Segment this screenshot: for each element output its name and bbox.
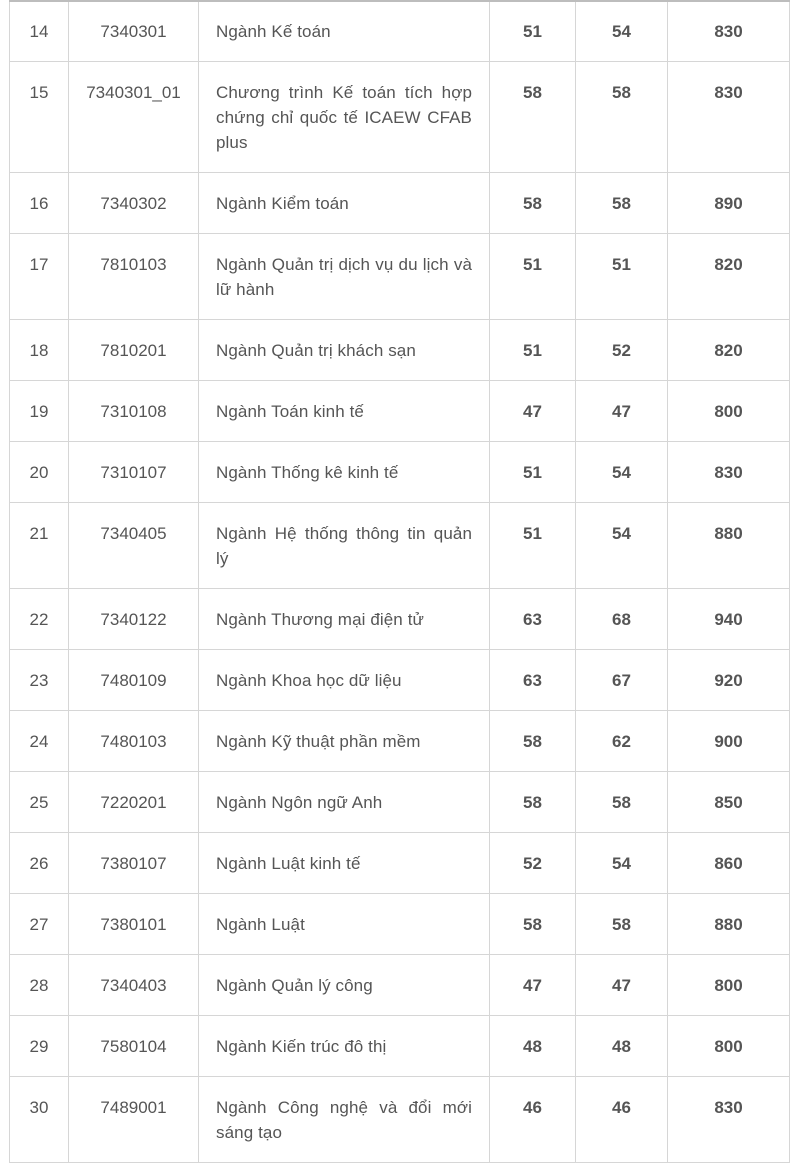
row-number-cell: 29 — [10, 1016, 69, 1077]
table-row — [10, 234, 790, 320]
major-name-cell: Ngành Luật kinh tế — [199, 833, 490, 894]
score-2-cell: 58 — [576, 772, 668, 833]
table-row — [10, 894, 790, 955]
score-1-cell: 58 — [490, 711, 576, 772]
table-row — [10, 1016, 790, 1077]
score-3-cell: 820 — [668, 234, 790, 320]
major-code-cell: 7340301 — [69, 1, 199, 62]
table-row — [10, 772, 790, 833]
major-code-cell: 7489001 — [69, 1077, 199, 1163]
table-row — [10, 650, 790, 711]
major-name-cell: Ngành Toán kinh tế — [199, 381, 490, 442]
row-number-cell: 23 — [10, 650, 69, 711]
table-row — [10, 320, 790, 381]
table-row — [10, 442, 790, 503]
major-name-cell: Ngành Hệ thống thông tin quản lý — [199, 503, 490, 589]
score-2-cell: 47 — [576, 381, 668, 442]
score-2-cell: 54 — [576, 503, 668, 589]
score-1-cell: 47 — [490, 381, 576, 442]
major-name-cell: Ngành Thống kê kinh tế — [199, 442, 490, 503]
major-code-cell: 7480103 — [69, 711, 199, 772]
score-2-cell: 68 — [576, 589, 668, 650]
score-2-cell: 52 — [576, 320, 668, 381]
major-name-cell: Ngành Ngôn ngữ Anh — [199, 772, 490, 833]
score-2-cell: 51 — [576, 234, 668, 320]
score-1-cell: 58 — [490, 894, 576, 955]
score-3-cell: 800 — [668, 955, 790, 1016]
score-3-cell: 800 — [668, 1016, 790, 1077]
major-name-cell: Ngành Luật — [199, 894, 490, 955]
table-row — [10, 955, 790, 1016]
score-1-cell: 58 — [490, 772, 576, 833]
score-1-cell: 58 — [490, 173, 576, 234]
row-number-cell: 21 — [10, 503, 69, 589]
major-name-cell: Ngành Kiểm toán — [199, 173, 490, 234]
admission-score-table — [9, 0, 790, 1163]
row-number-cell: 25 — [10, 772, 69, 833]
row-number-cell: 20 — [10, 442, 69, 503]
major-name-cell: Ngành Thương mại điện tử — [199, 589, 490, 650]
score-1-cell: 51 — [490, 442, 576, 503]
score-1-cell: 47 — [490, 955, 576, 1016]
score-3-cell: 920 — [668, 650, 790, 711]
score-3-cell: 880 — [668, 894, 790, 955]
score-1-cell: 51 — [490, 503, 576, 589]
major-code-cell: 7580104 — [69, 1016, 199, 1077]
score-1-cell: 51 — [490, 1, 576, 62]
row-number-cell: 18 — [10, 320, 69, 381]
major-name-cell: Ngành Kiến trúc đô thị — [199, 1016, 490, 1077]
score-3-cell: 890 — [668, 173, 790, 234]
score-2-cell: 58 — [576, 62, 668, 173]
score-3-cell: 830 — [668, 442, 790, 503]
score-3-cell: 830 — [668, 62, 790, 173]
major-code-cell: 7480109 — [69, 650, 199, 711]
major-code-cell: 7220201 — [69, 772, 199, 833]
admission-score-table-container — [9, 0, 789, 1163]
score-3-cell: 800 — [668, 381, 790, 442]
score-1-cell: 46 — [490, 1077, 576, 1163]
major-code-cell: 7810201 — [69, 320, 199, 381]
row-number-cell: 26 — [10, 833, 69, 894]
score-2-cell: 54 — [576, 1, 668, 62]
score-3-cell: 940 — [668, 589, 790, 650]
score-2-cell: 54 — [576, 442, 668, 503]
score-3-cell: 860 — [668, 833, 790, 894]
major-name-cell: Ngành Quản trị khách sạn — [199, 320, 490, 381]
score-1-cell: 51 — [490, 320, 576, 381]
table-row — [10, 62, 790, 173]
row-number-cell: 27 — [10, 894, 69, 955]
score-3-cell: 880 — [668, 503, 790, 589]
major-name-cell: Ngành Quản lý công — [199, 955, 490, 1016]
score-3-cell: 900 — [668, 711, 790, 772]
row-number-cell: 19 — [10, 381, 69, 442]
table-body — [10, 1, 790, 1163]
row-number-cell: 15 — [10, 62, 69, 173]
row-number-cell: 22 — [10, 589, 69, 650]
major-code-cell: 7340405 — [69, 503, 199, 589]
score-2-cell: 46 — [576, 1077, 668, 1163]
major-name-cell: Ngành Kỹ thuật phần mềm — [199, 711, 490, 772]
major-name-cell: Chương trình Kế toán tích hợp chứng chỉ quốc tế ICAEW CFAB plus — [199, 62, 490, 173]
major-name-cell: Ngành Khoa học dữ liệu — [199, 650, 490, 711]
row-number-cell: 17 — [10, 234, 69, 320]
score-3-cell: 830 — [668, 1, 790, 62]
major-code-cell: 7340403 — [69, 955, 199, 1016]
score-1-cell: 63 — [490, 650, 576, 711]
score-2-cell: 58 — [576, 894, 668, 955]
major-code-cell: 7340122 — [69, 589, 199, 650]
table-row — [10, 1077, 790, 1163]
row-number-cell: 28 — [10, 955, 69, 1016]
score-1-cell: 58 — [490, 62, 576, 173]
score-3-cell: 820 — [668, 320, 790, 381]
score-2-cell: 58 — [576, 173, 668, 234]
score-1-cell: 63 — [490, 589, 576, 650]
table-row — [10, 381, 790, 442]
table-row — [10, 173, 790, 234]
table-row — [10, 711, 790, 772]
major-code-cell: 7340302 — [69, 173, 199, 234]
score-2-cell: 67 — [576, 650, 668, 711]
major-code-cell: 7810103 — [69, 234, 199, 320]
major-code-cell: 7380101 — [69, 894, 199, 955]
score-1-cell: 48 — [490, 1016, 576, 1077]
score-2-cell: 62 — [576, 711, 668, 772]
table-row — [10, 503, 790, 589]
score-2-cell: 54 — [576, 833, 668, 894]
major-name-cell: Ngành Kế toán — [199, 1, 490, 62]
major-code-cell: 7380107 — [69, 833, 199, 894]
score-1-cell: 52 — [490, 833, 576, 894]
major-code-cell: 7310108 — [69, 381, 199, 442]
major-code-cell: 7310107 — [69, 442, 199, 503]
major-name-cell: Ngành Quản trị dịch vụ du lịch và lữ hành — [199, 234, 490, 320]
row-number-cell: 14 — [10, 1, 69, 62]
table-row — [10, 589, 790, 650]
score-1-cell: 51 — [490, 234, 576, 320]
major-name-cell: Ngành Công nghệ và đổi mới sáng tạo — [199, 1077, 490, 1163]
major-code-cell: 7340301_01 — [69, 62, 199, 173]
row-number-cell: 30 — [10, 1077, 69, 1163]
row-number-cell: 24 — [10, 711, 69, 772]
score-2-cell: 48 — [576, 1016, 668, 1077]
table-row — [10, 1, 790, 62]
table-row — [10, 833, 790, 894]
row-number-cell: 16 — [10, 173, 69, 234]
score-3-cell: 830 — [668, 1077, 790, 1163]
score-3-cell: 850 — [668, 772, 790, 833]
score-2-cell: 47 — [576, 955, 668, 1016]
